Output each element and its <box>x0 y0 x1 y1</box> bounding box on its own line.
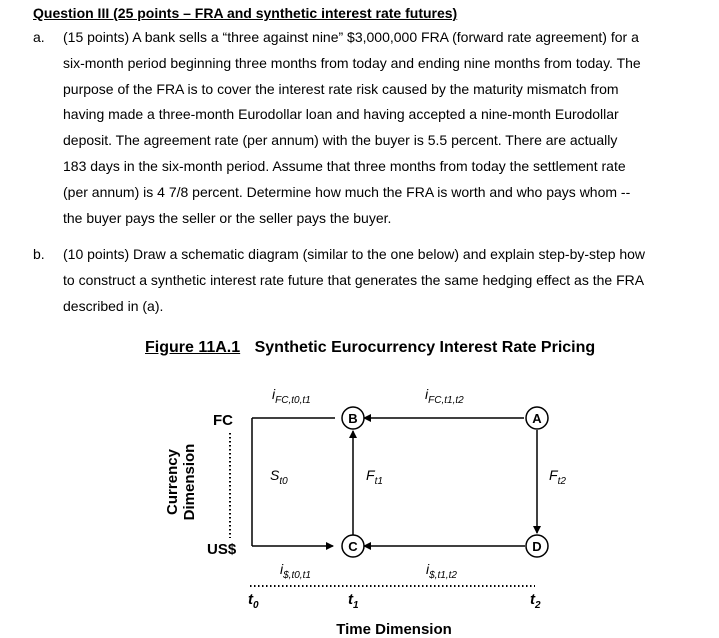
question-title: Question III (25 points – FRA and synthetic interest rate futures) <box>33 5 458 21</box>
part-b-marker: b. <box>33 246 45 262</box>
time-t0-label: $t_0$ <box>248 591 259 611</box>
part-a-line: 183 days in the six-month period. Assume that three months from today the settlement rate <box>63 157 626 174</box>
forward-t1-label: $F_{t1}$ <box>366 467 383 487</box>
x-axis-label: Time Dimension <box>336 621 452 638</box>
figure-caption: Synthetic Eurocurrency Interest Rate Pricing <box>254 339 596 356</box>
node-b <box>342 407 364 429</box>
rate-usd-t0-t1: $i_{\$,t0,t1}$ <box>280 561 311 581</box>
part-a-line: having made a three-month Eurodollar loan and having accepted a nine-month Eurodollar <box>63 106 619 123</box>
time-t1-label: $t_1$ <box>348 591 359 611</box>
forward-t2-label: $F_{t2}$ <box>549 467 566 487</box>
part-a-line: six-month period beginning three months from today and ending nine months from today. The <box>63 54 641 71</box>
part-a-line: (per annum) is 4 7/8 percent. Determine how much the FRA is worth and who pays whom -- <box>63 183 631 200</box>
rate-fc-t1-t2: $i_{FC,t1,t2}$ <box>425 386 464 406</box>
part-b-line: to construct a synthetic interest rate future that generates the same hedging effect as the FRA <box>63 271 645 288</box>
part-b-line: described in (a). <box>63 297 164 314</box>
fc-label: FC <box>213 412 233 429</box>
part-b-line: (10 points) Draw a schematic diagram (similar to the one below) and explain step-by-step how <box>63 246 646 262</box>
y-axis-label-currency: Currency <box>164 449 181 515</box>
node-c <box>342 535 364 557</box>
spot-rate-label: $S_{t0}$ <box>270 467 288 487</box>
node-a-label: A <box>532 411 542 426</box>
part-a-line: deposit. The agreement rate (per annum) with the buyer is 5.5 percent. There are actually <box>63 132 618 149</box>
y-axis-label-dimension: Dimension <box>181 443 198 521</box>
part-a-line: the buyer pays the seller or the seller pays the buyer. <box>63 209 392 226</box>
node-b-label: B <box>348 411 358 426</box>
rate-fc-t0-t1: $i_{FC,t0,t1}$ <box>272 386 311 406</box>
part-a-line: purpose of the FRA is to cover the interest rate risk caused by the maturity mismatch from <box>63 80 619 97</box>
node-d <box>526 535 548 557</box>
part-a-marker: a. <box>33 29 45 45</box>
rate-usd-t1-t2: $i_{\$,t1,t2}$ <box>426 561 457 581</box>
figure-number: Figure 11A.1 <box>145 339 241 356</box>
node-c-label: C <box>348 539 358 554</box>
node-a <box>526 407 548 429</box>
node-d-label: D <box>532 539 542 554</box>
time-t2-label: $t_2$ <box>530 591 541 611</box>
usd-label: US$ <box>207 541 237 558</box>
part-a-line: (15 points) A bank sells a “three against nine” $3,000,000 FRA (forward rate agreement) for a <box>63 29 639 45</box>
